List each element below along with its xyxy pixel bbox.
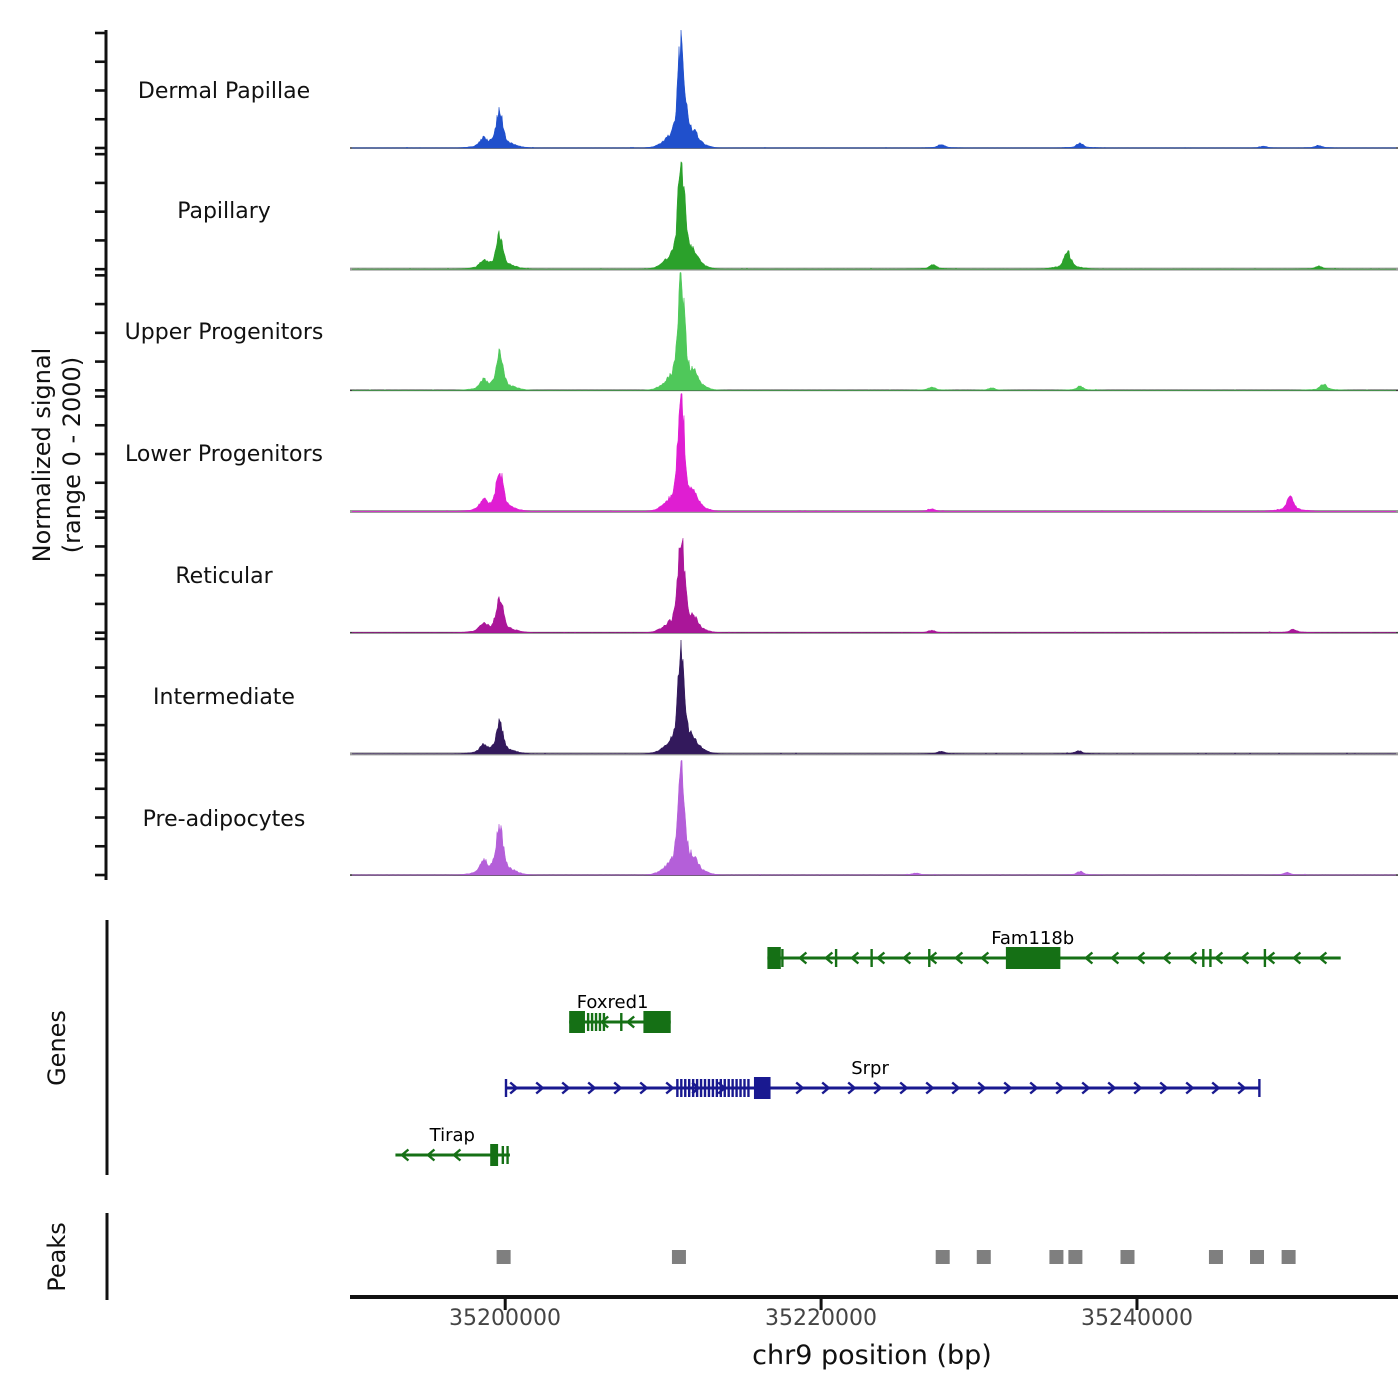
track-label-lower-progenitors: Lower Progenitors [125,442,323,467]
x-tick-label-35240000: 35240000 [1081,1306,1193,1331]
x-tick-label-35220000: 35220000 [765,1306,877,1331]
x-tick-label-35200000: 35200000 [449,1306,561,1331]
peak-box [497,1250,511,1264]
peak-box [977,1250,991,1264]
signal-area-pre-adipocytes [352,760,1396,875]
gene-label-srpr: Srpr [851,1058,889,1079]
peak-box [1068,1250,1082,1264]
signal-area-dermal-papillae [352,30,1396,148]
y-axis-label [27,348,87,563]
track-label-dermal-papillae: Dermal Papillae [137,79,311,104]
gene-label-fam118b: Fam118b [991,928,1075,949]
peaks-section-label: Peaks [43,1222,71,1292]
track-label-reticular: Reticular [175,564,273,589]
track-label-papillary: Papillary [177,199,271,224]
peak-box [672,1250,686,1264]
track-label-upper-progenitors: Upper Progenitors [124,320,324,345]
x-axis-title: chr9 position (bp) [752,1340,992,1371]
peak-box [1049,1250,1063,1264]
exon-box-fam118b [1006,947,1060,969]
peak-box [1209,1250,1223,1264]
exon-box-srpr [754,1077,771,1099]
exon-box-tirap [490,1144,498,1166]
y-axis-label-line2: (range 0 - 2000) [58,356,86,554]
exon-box-foxred1 [643,1011,670,1033]
peak-box [1120,1250,1134,1264]
track-label-intermediate: Intermediate [153,685,295,710]
signal-area-reticular [352,538,1396,633]
peak-box [936,1250,950,1264]
peak-box [1250,1250,1264,1264]
genes-section-label: Genes [43,1010,71,1086]
peak-box [1282,1250,1296,1264]
gene-label-foxred1: Foxred1 [576,992,649,1013]
exon-box-fam118b [767,947,780,969]
track-label-pre-adipocytes: Pre-adipocytes [142,807,306,832]
gene-label-tirap: Tirap [429,1125,475,1146]
signal-area-lower-progenitors [352,394,1396,512]
exon-box-foxred1 [569,1011,585,1033]
signal-area-intermediate [352,640,1396,754]
signal-area-upper-progenitors [352,273,1396,391]
signal-area-papillary [352,162,1396,270]
y-axis-label-line1: Normalized signal [28,347,56,563]
